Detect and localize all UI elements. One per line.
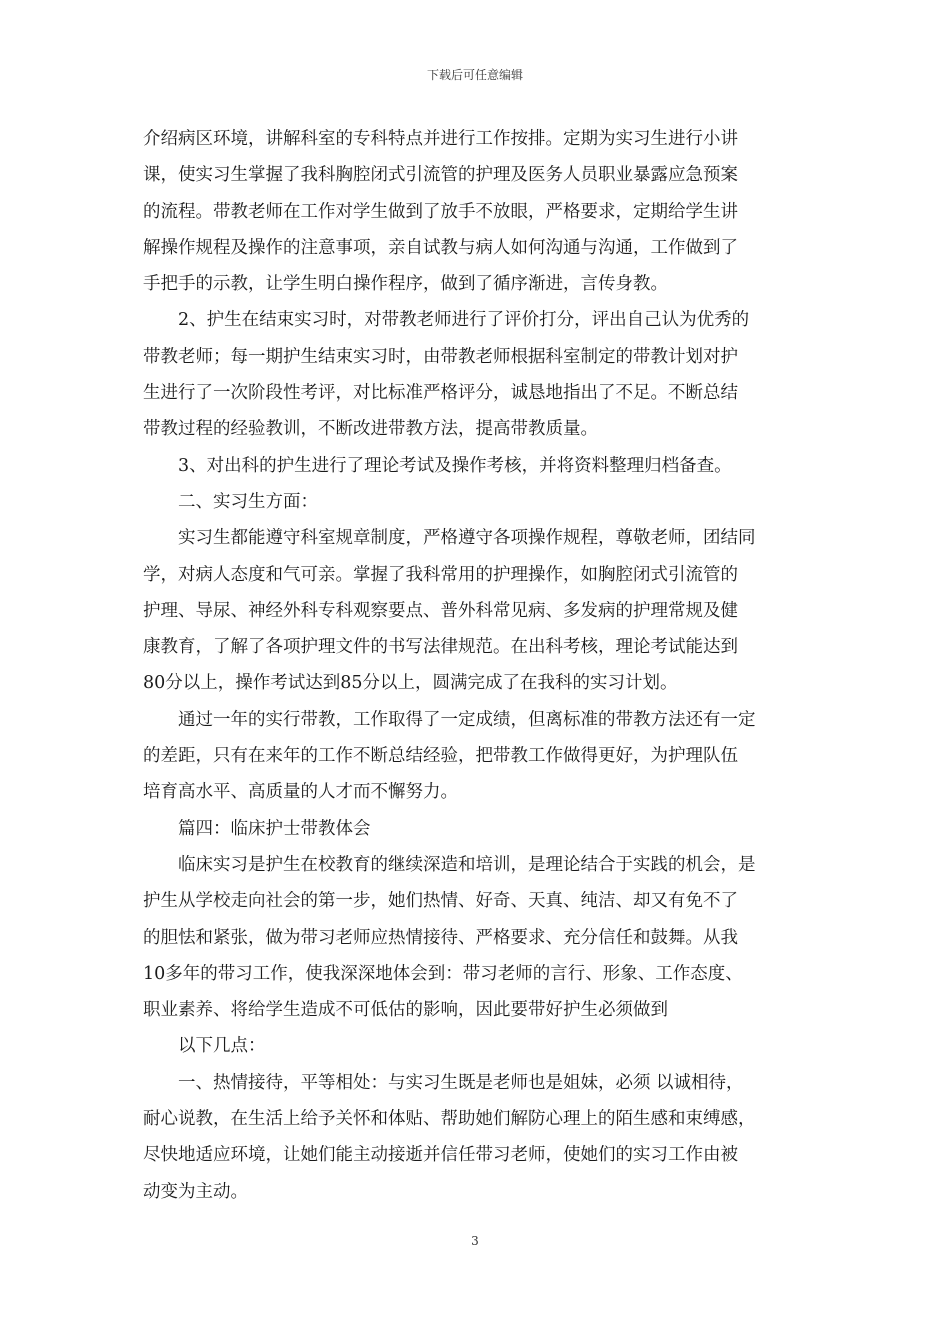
document-body — [143, 121, 809, 1210]
text-line: 尽快地适应环境，让她们能主动接逝并信任带习老师，使她们的实习工作由被 — [143, 1145, 738, 1166]
text-line: 护理、导尿、神经外科专科观察要点、普外科常见病、多发病的护理常规及健 — [143, 600, 738, 621]
text-line: 耐心说教，在生活上给予关怀和体贴、帮助她们解防心理上的陌生感和束缚感， — [143, 1109, 756, 1130]
page-number: 3 — [471, 1234, 479, 1248]
paragraph — [143, 702, 809, 811]
text-line: 3、对出科的护生进行了理论考试及操作考核，并将资料整理归档备查。 — [178, 455, 732, 476]
text-line: 手把手的示教，让学生明白操作程序，做到了循序渐进，言传身教。 — [143, 274, 668, 295]
text-line: 以下几点： — [178, 1036, 266, 1057]
text-line: 学，对病人态度和气可亲。掌握了我科常用的护理操作，如胸腔闭式引流管的 — [143, 564, 738, 585]
paragraph — [143, 847, 809, 1028]
text-line: 10多年的带习工作，使我深深地体会到：带习老师的言行、形象、工作态度、 — [143, 963, 743, 984]
text-line: 培育高水平、高质量的人才而不懈努力。 — [143, 782, 458, 803]
text-line: 介绍病区环境，讲解科室的专科特点并进行工作按排。定期为实习生进行小讲 — [143, 129, 738, 149]
text-line: 护生从学校走向社会的第一步，她们热情、好奇、天真、纯洁、却又有免不了 — [143, 891, 738, 912]
text-line: 带教老师；每一期护生结束实习时，由带教老师根据科室制定的带教计划对护 — [143, 346, 738, 367]
text-line: 临床实习是护生在校教育的继续深造和培训，是理论结合于实践的机会，是 — [178, 854, 756, 875]
text-line: 二、实习生方面： — [178, 491, 318, 512]
text-line: 职业素养、将给学生造成不可低估的影响，因此要带好护生必须做到 — [143, 1000, 668, 1021]
page-header: 下载后可任意编辑 — [426, 68, 523, 82]
paragraph — [143, 484, 809, 520]
text-line: 解操作规程及操作的注意事项，亲自试教与病人如何沟通与沟通，工作做到了 — [143, 237, 738, 258]
text-line: 2、护生在结束实习时，对带教老师进行了评价打分，评出自己认为优秀的 — [178, 310, 750, 331]
paragraph — [143, 811, 809, 847]
text-line: 的流程。带教老师在工作对学生做到了放手不放眼，严格要求，定期给学生讲 — [143, 201, 738, 222]
text-line: 生进行了一次阶段性考评，对比标准严格评分，诚恳地指出了不足。不断总结 — [143, 383, 738, 404]
paragraph — [143, 448, 809, 484]
text-line: 的差距，只有在来年的工作不断总结经验，把带教工作做得更好，为护理队伍 — [143, 746, 738, 767]
paragraph — [143, 1065, 809, 1210]
text-line: 带教过程的经验教训，不断改进带教方法，提高带教质量。 — [143, 419, 598, 440]
paragraph — [143, 121, 809, 302]
text-line: 篇四：临床护士带教体会 — [178, 818, 371, 839]
paragraph — [143, 302, 809, 447]
text-line: 通过一年的实行带教，工作取得了一定成绩，但离标准的带教方法还有一定 — [178, 709, 756, 730]
paragraph — [143, 1028, 809, 1064]
text-line: 80分以上，操作考试达到85分以上，圆满完成了在我科的实习计划。 — [143, 673, 678, 694]
text-line: 康教育，了解了各项护理文件的书写法律规范。在出科考核，理论考试能达到 — [143, 637, 738, 658]
text-line: 课，使实习生掌握了我科胸腔闭式引流管的护理及医务人员职业暴露应急预案 — [143, 165, 738, 186]
paragraph — [143, 520, 809, 701]
text-line: 实习生都能遵守科室规章制度，严格遵守各项操作规程，尊敬老师，团结同 — [178, 528, 756, 549]
text-line: 一、热情接待，平等相处：与实习生既是老师也是姐妹，必须 以诚相待， — [178, 1072, 744, 1093]
text-line: 动变为主动。 — [143, 1181, 248, 1202]
text-line: 的胆怯和紧张，做为带习老师应热情接待、严格要求、充分信任和鼓舞。从我 — [143, 927, 738, 948]
